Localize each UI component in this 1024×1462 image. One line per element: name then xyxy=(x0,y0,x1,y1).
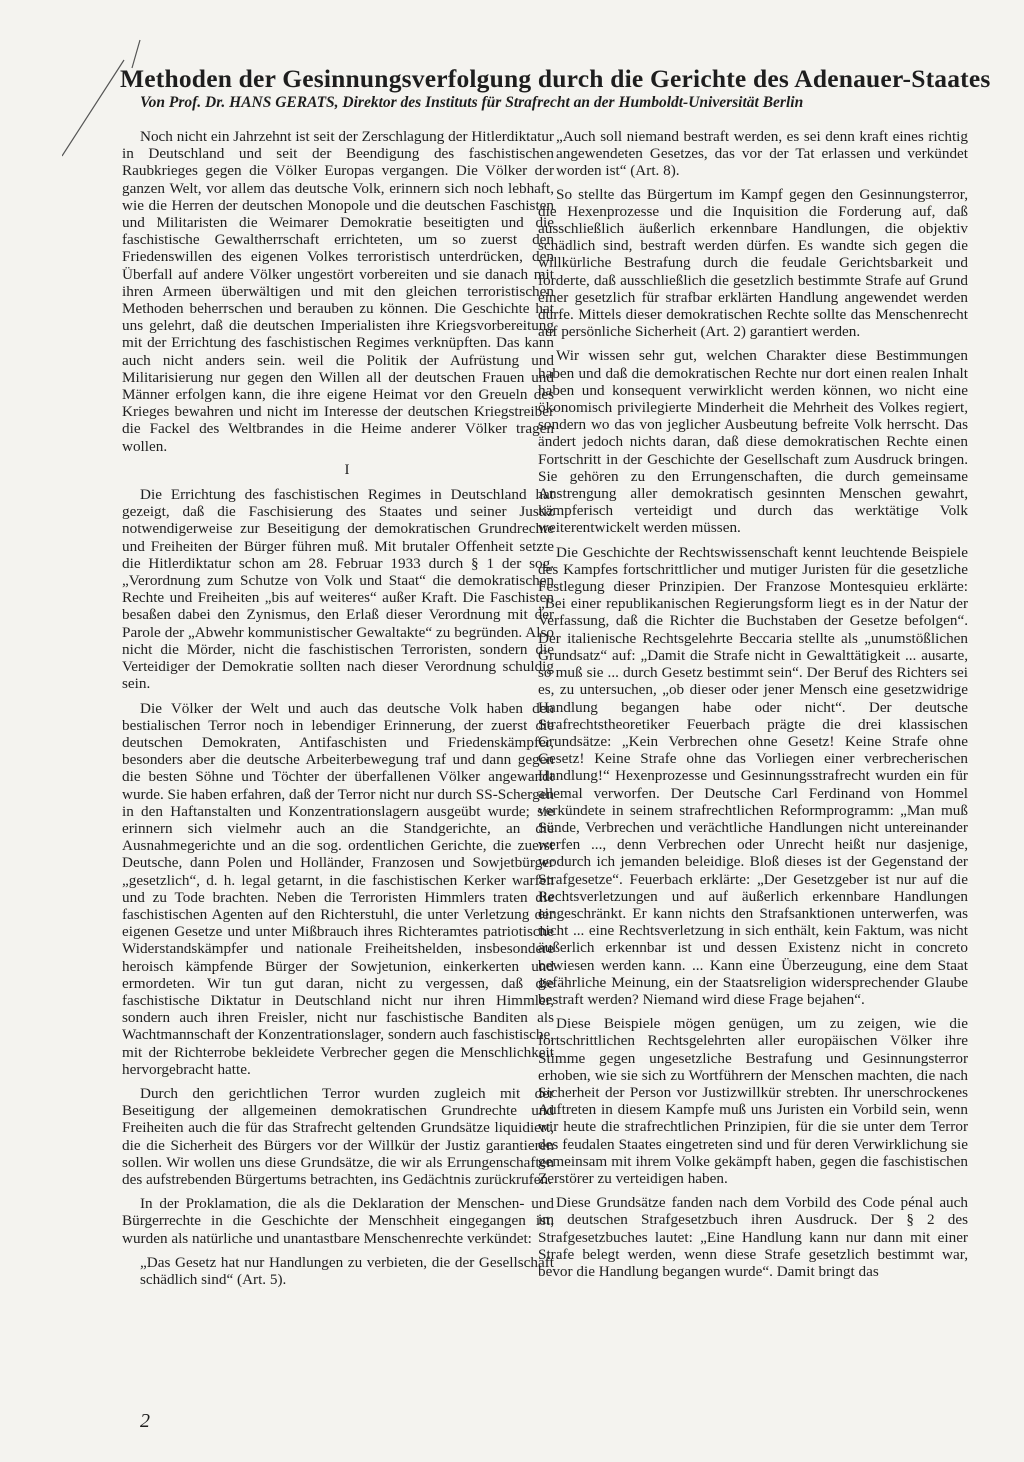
quotation: „Auch soll niemand bestraft werden, es sei denn kraft eines richtig angewendeten Gesetzes, das vor der Tat erlassen und verkündet worden ist“ (Art. 8). xyxy=(556,128,968,180)
quotation: „Das Gesetz hat nur Handlungen zu verbieten, die der Gesellschaft schädlich sind“ (Art. 5). xyxy=(140,1253,554,1288)
paragraph: So stellte das Bürgertum im Kampf gegen den Gesinnungsterror, die Hexenprozesse und die Inquisition die Forderung auf, daß ausschließlich äußerlich erkennbare Handlungen, die objektiv schädlich sind, bestraft werden dürfen. Es wandte sich gegen die willkürliche Bestrafung durch die feudale Gerichtsbarkeit und forderte, daß ausschließlich die gesetzlich bestimmte Strafe auf Grund einer gesetzlich für strafbar erklärten Handlung angewendet werden dürfe. Mittels dieser demokratischen Rechte sollte das Menschenrecht auf persönliche Sicherheit (Art. 2) garantiert werden. xyxy=(538,185,968,341)
paragraph: Diese Beispiele mögen genügen, um zu zeigen, wie die fortschrittlichen Rechtsgelehrten aller europäischen Völker ihre Stimme gegen ungesetzliche Bestrafung und Gesinnungsterror erhoben, wie sie sich zu Wortführern der Menschen machten, die nach Sicherheit der Person vor Justizwillkür strebten. Ihr unerschrockenes Auftreten in diesem Kampfe muß uns Juristen ein Vorbild sein, wenn wir heute die strafrechtlichen Prinzipien, für die sie unter dem Terror des feudalen Staates eingetreten sind und für deren Verwirklichung sie gemeinsam mit ihrem Volke gekämpft haben, gegen die faschistischen Zerstörer zu verteidigen haben. xyxy=(538,1015,968,1187)
paragraph: Die Errichtung des faschistischen Regimes in Deutschland hat gezeigt, daß die Faschisierung des Staates und seiner Justiz notwendigerweise zur Beseitigung der demokratischen Grundrechte und Freiheiten der Bürger führen muß. Mit brutaler Offenheit setzte die Hitlerdiktatur schon am 28. Februar 1933 durch § 1 der sog. „Verordnung zum Schutze von Volk und Staat“ die demokratischen Rechte und Freiheiten „bis auf weiteres“ außer Kraft. Die Faschisten besaßen dabei den Zynismus, den Erlaß dieser Verordnung mit der Parole der „Abwehr kommunistischer Gewaltakte“ zu begründen. Also nicht die Mörder, nicht die faschistischen Terroristen, sondern die Verteidiger der Demokratie sollten nach dieser Verordnung schuldig sein. xyxy=(122,486,554,693)
paragraph: Die Völker der Welt und auch das deutsche Volk haben den bestialischen Terror noch in lebendiger Erinnerung, der zuerst die deutschen Demokraten, Antifaschisten und Friedenskämpfer, besonders aber die deutsche Arbeiterbewegung traf und dann gegen die besten Söhne und Töchter der überfallenen Völker angewandt wurde. Sie haben erfahren, daß der Terror nicht nur durch SS-Schergen in den Haftanstalten und Konzentrationslagern ausgeübt wurde; sie erinnern sich vielmehr auch an die Standgerichte, an die Ausnahmegerichte und an die sog. ordentlichen Gerichte, die zuerst Deutsche, dann Polen und Holländer, Franzosen und Sowjetbürger „gesetzlich“, d. h. legal getarnt, in die faschistischen Kerker warfen und zu Tode brachten. Neben die Terroristen Himmlers traten die faschistischen Agenten auf den Richterstuhl, die unter Verletzung der eigenen Gesetze und unter Mißbrauch ihres Richteramtes patriotische Widerstandskämpfer und nationale Freiheitshelden, insbesondere heroisch kämpfende Bürger der Sowjetunion, einkerkerten und ermordeten. Wir tun gut daran, nicht zu vergessen, daß die faschistische Diktatur in Deutschland nicht nur ihren Himmler, sondern auch ihren Freisler, nicht nur faschistische Banditen als Wachtmannschaft der Konzentrationslager, sondern auch faschistische, mit der Richterrobe bekleidete Verbrecher gegen die Menschlichkeit hervorgebracht hatte. xyxy=(122,699,554,1078)
paragraph: Diese Grundsätze fanden nach dem Vorbild des Code pénal auch im deutschen Strafgesetzbuch ihren Ausdruck. Der § 2 des Strafgesetzbuches lautet: „Eine Handlung kann nur dann mit einer Strafe belegt werden, wenn diese Strafe gesetzlich bestimmt war, bevor die Handlung begangen wurde“. Damit bringt das xyxy=(538,1194,968,1280)
paragraph: Durch den gerichtlichen Terror wurden zugleich mit der Beseitigung der allgemeinen demokratischen Grundrechte und Freiheiten auch die für das Strafrecht geltenden Grundsätze liquidiert, die die Sicherheit des Bürgers vor der Willkür der Justiz garantieren sollen. Wir wollen uns diese Grundsätze, die wir als Errungenschaften des aufstrebenden Bürgertums betrachten, ins Gedächtnis zurückrufen. xyxy=(122,1084,554,1188)
section-number: I xyxy=(344,461,350,478)
right-column xyxy=(538,128,968,1287)
paragraph: Die Geschichte der Rechtswissenschaft kennt leuchtende Beispiele des Kampfes fortschrittlicher und mutiger Juristen für die gesetzliche Festlegung dieser Prinzipien. Der Franzose Montesquieu erklärte: „Bei einer republikanischen Regierungsform liegt es in der Natur der Verfassung, daß die Richter die Buchstaben der Gesetze befolgen“. Der italienische Rechtsgelehrte Beccaria stellte als „unumstößlichen Grundsatz“ auf: „Damit die Strafe nicht in Gewalttätigkeit ... ausarte, so muß sie ... durch Gesetz bestimmt sein“. Der Beruf des Richters sei es, zu untersuchen, „ob dieser oder jener Mensch eine gesetzwidrige Handlung begangen habe oder nicht“. Der deutsche Strafrechtstheoretiker Feuerbach prägte die drei klassischen Grundsätze: „Kein Verbrechen ohne Gesetz! Keine Strafe ohne Gesetz! Keine Strafe ohne das Vorliegen einer verbrecherischen Handlung!“ Hexenprozesse und Gesinnungsstrafrecht wurden ein für allemal verworfen. Der Deutsche Carl Ferdinand von Hommel verkündete in seinem strafrechtlichen Reformprogramm: „Man muß Sünde, Verbrechen und verächtliche Handlungen nicht untereinander werfen ..., denn Verbrechen oder Unrecht heißt nur dasjenige, wodurch ich jemanden beleidige. Bloß dieses ist der Gegenstand der Strafgesetze“. Feuerbach erklärte: „Der Gesetzgeber ist nur auf die Rechtsverletzungen und auf äußerlich erkennbare Handlungen eingeschränkt. Er kann nichts den Strafsanktionen unterwerfen, was nicht ... eine Rechtsverletzung in sich enthält, kein Faktum, was nicht äußerlich erkennbar ist und dessen Existenz nicht in concreto bewiesen werden kann. ... Kann eine Überzeugung, eine dem Staat gefährliche Meinung, ein der Staatsreligion widersprechender Glaube bestraft werden? Niemand wird diese Frage bejahen“. xyxy=(538,543,968,1008)
paragraph: In der Proklamation, die als die Deklaration der Menschen- und Bürgerrechte in die Geschichte der Menschheit eingegangen ist, wurden als natürliche und unantastbare Menschenrechte verkündet: xyxy=(122,1195,554,1247)
page-number: 2 xyxy=(140,1410,150,1432)
intro-paragraph: Noch nicht ein Jahrzehnt ist seit der Zerschlagung der Hitlerdiktatur in Deutschland und seit der Beendigung des faschistischen Raubkrieges gegen die Völker Europas vergangen. Die Völker der ganzen Welt, vor allem das deutsche Volk, erinnern sich noch lebhaft, wie die Herren der deutschen Monopole und die deutschen Faschisten und Militaristen die Weimarer Demokratie beseitigten und die faschistische Gewaltherrschaft errichteten, um so zuerst den Friedenswillen des eigenen Volkes terroristisch unterdrücken, den Überfall auf andere Völker ungestört vorbereiten und sie danach mit ihren Armeen überwältigen und mit den gleichen terroristischen Methoden beherrschen und berauben zu können. Die Geschichte hat uns gelehrt, daß die deutschen Imperialisten ihre Kriegsvorbereitung mit der Errichtung des faschistischen Regimes verknüpften. Das kann auch nicht anders sein. weil die Politik der Aufrüstung und Militarisierung nur gegen den Willen all der deutschen Frauen und Männer erfolgen kann, die ihre eigene Heimat vor den Greueln des Krieges bewahren und nicht im Interesse der deutschen Kriegstreiber die Fackel des Weltbrandes in die Heime anderer Völker tragen wollen. xyxy=(122,128,554,455)
article-byline: Von Prof. Dr. HANS GERATS, Direktor des Instituts für Strafrecht an der Humboldt-Universität Berlin xyxy=(140,94,804,111)
article-title: Methoden der Gesinnungsverfolgung durch die Gerichte des Adenauer-Staates xyxy=(120,64,991,93)
paragraph: Wir wissen sehr gut, welchen Charakter diese Bestimmungen haben und daß die demokratischen Rechte nur dort einen realen Inhalt haben und konsequent verwirklicht werden können, wo nicht eine ökonomisch privilegierte Minderheit die Mehrheit des Volkes regiert, sondern wo das von jeglicher Ausbeutung befreite Volk herrscht. Das ändert jedoch nichts daran, daß diese demokratischen Rechte einen Fortschritt in der Geschichte der Gesellschaft zum Ausdruck bringen. Sie gehören zu den Errungenschaften, die durch gemeinsame Anstrengung aller demokratisch gesinnten Menschen gewahrt, kämpferisch verteidigt und durch das werktätige Volk weiterentwickelt werden müssen. xyxy=(538,347,968,537)
left-column xyxy=(122,128,554,1294)
